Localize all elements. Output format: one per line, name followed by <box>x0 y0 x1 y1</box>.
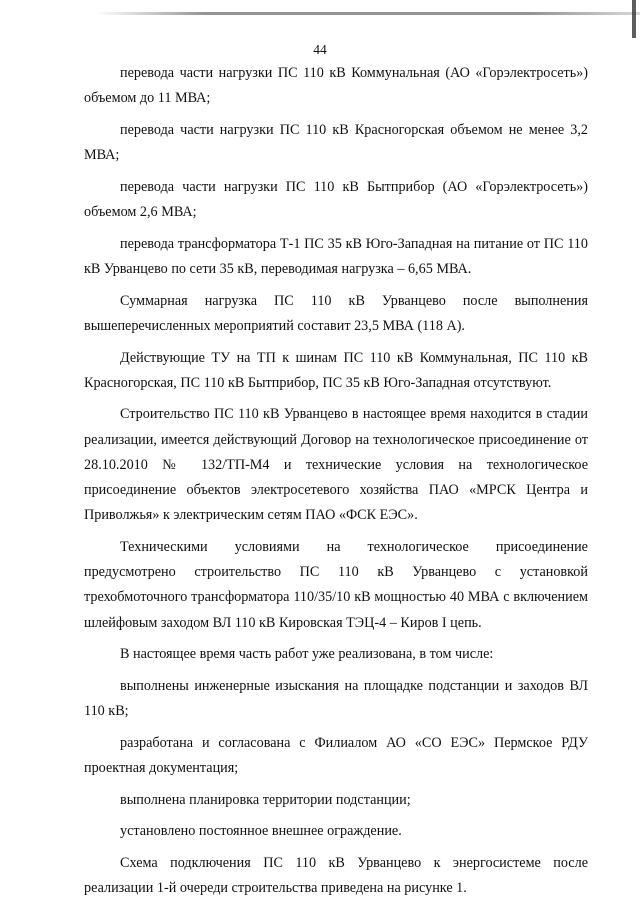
paragraph-existing-tu: Действующие ТУ на ТП к шинам ПС 110 кВ Коммунальная, ПС 110 кВ Красногорская, ПС 110 кВ Бытприбор, ПС 35 кВ Юго-Западная отсутствуют. <box>84 349 588 391</box>
paragraph-transfer-kommunalnaya: перевода части нагрузки ПС 110 кВ Коммунальная (АО «Горэлектросеть») объемом до 11 МВА; <box>84 65 588 107</box>
paragraph-transfer-transformer-t1: перевода трансформатора Т-1 ПС 35 кВ Юго-Западная на питание от ПС 110 кВ Урванцево по сети 35 кВ, переводимая нагрузка – 6,65 МВА. <box>84 235 588 277</box>
paragraph-total-load: Суммарная нагрузка ПС 110 кВ Урванцево после выполнения вышеперечисленных мероприятий составит 23,5 МВА (118 А). <box>84 292 588 334</box>
paragraph-transfer-krasnogorskaya: перевода части нагрузки ПС 110 кВ Красногорская объемом не менее 3,2 МВА; <box>84 121 588 164</box>
paragraph-construction-status: Строительство ПС 110 кВ Урванцево в настоящее время находится в стадии реализации, имеется действующий Договор на технологическое присоединение от 28.10.2010 № 132/ТП-М4 и технические условия на технологическое присоединение объектов электросетевого хозяйства ПАО «МРСК Центра и Приволжья» к электрическим сетям ПАО «ФСК ЕЭС». <box>84 406 588 524</box>
paragraph-surveys-done: выполнены инженерные изыскания на площадке подстанции и заходов ВЛ 110 кВ; <box>84 677 588 720</box>
page-number: 44 <box>313 42 327 57</box>
scan-edge-right <box>632 0 636 38</box>
paragraph-technical-conditions: Техническими условиями на технологическое присоединение предусмотрено строительство ПС 110 кВ Урванцево с установкой трехобмоточного трансформатора 110/35/10 кВ мощностью 40 МВА с включением шлейфовым заходом ВЛ 110 кВ Кировская ТЭЦ-4 – Киров I цепь. <box>84 538 588 631</box>
paragraph-transfer-bytpribor: перевода части нагрузки ПС 110 кВ Бытприбор (АО «Горэлектросеть») объемом 2,6 МВА; <box>84 178 588 221</box>
paragraph-design-approved: разработана и согласована с Филиалом АО «СО ЕЭС» Пермское РДУ проектная документация; <box>84 734 588 777</box>
paragraph-connection-scheme: Схема подключения ПС 110 кВ Урванцево к энергосистеме после реализации 1-й очереди строительства приведена на рисунке 1. <box>84 855 588 897</box>
paragraph-works-done-intro: В настоящее время часть работ уже реализована, в том числе: <box>120 646 494 663</box>
paragraph-site-planning: выполнена планировка территории подстанции; <box>120 791 411 808</box>
paragraph-fence-installed: установлено постоянное внешнее ограждение. <box>120 823 402 840</box>
document-body <box>84 61 588 902</box>
scan-edge-top <box>96 12 640 15</box>
